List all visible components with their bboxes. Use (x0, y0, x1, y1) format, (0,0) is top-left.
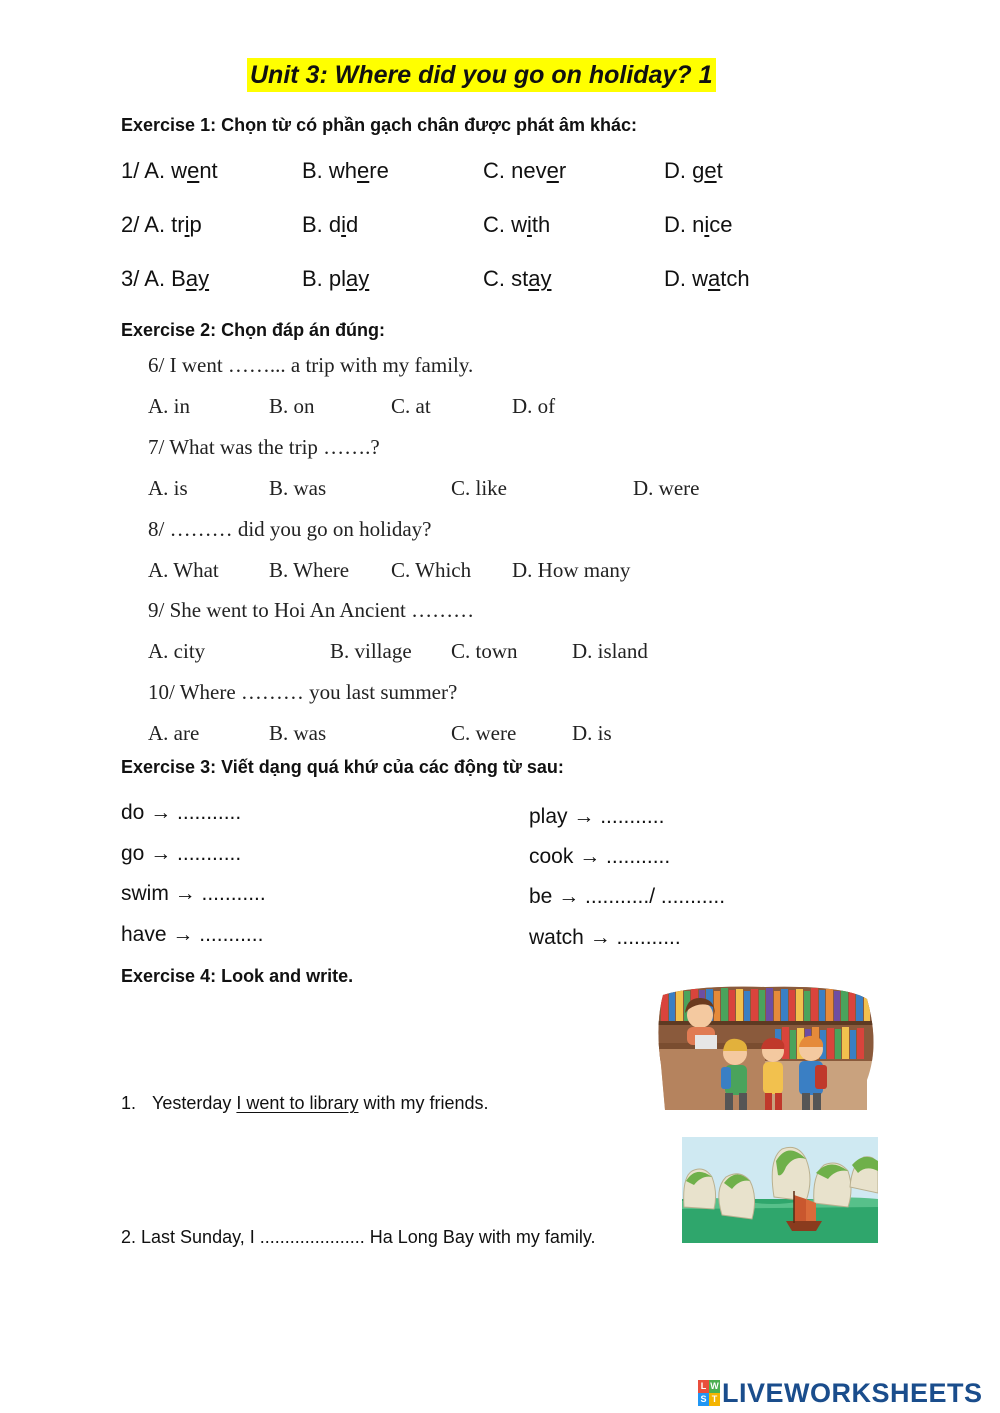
underlined-sound: i (341, 212, 347, 237)
underlined-sound: e (546, 158, 559, 183)
q2-option-a[interactable] (121, 212, 202, 238)
word-part: D. w (664, 266, 708, 291)
q7-option-c[interactable]: C. like (451, 476, 507, 500)
verb-item-right[interactable] (529, 845, 670, 869)
q7-option-a[interactable]: A. is (148, 476, 188, 500)
ex4-question-2[interactable]: 2. Last Sunday, I ..................... Ha Long Bay with my family. (121, 1227, 596, 1247)
q10-option-c[interactable]: C. were (451, 721, 517, 745)
word-part: A. B (144, 266, 186, 291)
question-7: 7/ What was the trip …….? (148, 435, 380, 459)
word-part: B. pl (302, 266, 347, 291)
logo-badge-icon (698, 1380, 720, 1406)
q7-option-b[interactable]: B. was (269, 476, 327, 500)
word-part: C. st (483, 266, 529, 291)
answer-blank[interactable]: ........... (199, 923, 264, 946)
underlined-sound: e (704, 158, 717, 183)
verb-item-left[interactable] (121, 842, 241, 866)
answer-blank[interactable]: .........../ ........... (585, 885, 726, 908)
underlined-sound: ay (185, 266, 210, 291)
word-part: r (558, 158, 567, 183)
arrow-right-icon: → (579, 845, 601, 868)
word-part: p (189, 212, 202, 237)
badge-s: S (698, 1393, 709, 1406)
verb-item-left[interactable] (121, 923, 263, 947)
underlined-sound: i (704, 212, 710, 237)
question-10: 10/ Where ……… you last summer? (148, 680, 458, 704)
q8-option-a[interactable]: A. What (148, 558, 219, 582)
answer-blank[interactable]: ........... (616, 926, 681, 949)
verb-word: swim (121, 882, 169, 905)
q3-option-c[interactable] (483, 266, 551, 292)
q9-option-a[interactable]: A. city (148, 639, 206, 663)
underlined-sound: a (708, 266, 721, 291)
question-number: 2/ (121, 212, 140, 237)
underlined-sound: i (527, 212, 532, 237)
page-title: Unit 3: Where did you go on holiday? 1 (247, 58, 716, 92)
q9-option-b[interactable]: B. village (330, 639, 412, 663)
q2-option-b[interactable] (302, 212, 358, 238)
ex4-q1-answer[interactable]: I went to library (236, 1093, 359, 1113)
word-part: A. tr (144, 212, 185, 237)
q6-option-c[interactable]: C. at (391, 394, 431, 418)
underlined-sound: e (187, 158, 200, 183)
q6-option-a[interactable]: A. in (148, 394, 190, 418)
q10-option-b[interactable]: B. was (269, 721, 327, 745)
answer-blank[interactable]: ........... (201, 882, 266, 905)
word-part: re (369, 158, 389, 183)
liveworksheets-logo (698, 1378, 983, 1408)
verb-word: be (529, 885, 553, 908)
badge-l: L (698, 1380, 709, 1393)
arrow-right-icon: → (150, 842, 172, 865)
word-part: nt (199, 158, 218, 183)
question-6: 6/ I went ……... a trip with my family. (148, 353, 474, 377)
verb-item-left[interactable] (121, 882, 266, 906)
q7-option-d[interactable]: D. were (633, 476, 700, 500)
question-9: 9/ She went to Hoi An Ancient ……… (148, 598, 475, 622)
q8-option-b[interactable]: B. Where (269, 558, 350, 582)
ex4-q1-number: 1. (121, 1093, 137, 1113)
q1-option-b[interactable] (302, 158, 389, 184)
verb-word: cook (529, 845, 574, 868)
badge-w: W (710, 1381, 719, 1391)
verb-item-right[interactable] (529, 926, 681, 950)
q1-option-a[interactable] (121, 158, 218, 184)
underlined-sound: e (357, 158, 370, 183)
verb-item-right[interactable] (529, 885, 725, 909)
arrow-right-icon: → (573, 805, 595, 828)
exercise-2-heading: Exercise 2: Chọn đáp án đúng: (121, 320, 386, 340)
verb-word: watch (529, 926, 584, 949)
q6-option-d[interactable]: D. of (512, 394, 556, 418)
exercise-3-heading: Exercise 3: Viết dạng quá khứ của các động từ sau: (121, 757, 564, 777)
arrow-right-icon: → (174, 882, 196, 905)
q3-option-d[interactable] (664, 266, 750, 292)
verb-item-left[interactable] (121, 801, 241, 825)
q3-option-b[interactable] (302, 266, 369, 292)
q9-option-d[interactable]: D. island (572, 639, 648, 663)
exercise-1-heading: Exercise 1: Chọn từ có phần gạch chân được phát âm khác: (121, 115, 637, 135)
verb-word: play (529, 805, 568, 828)
word-part: C. w (483, 212, 527, 237)
ex4-q1-suffix: with my friends. (358, 1093, 489, 1113)
question-number: 1/ (121, 158, 140, 183)
question-number: 3/ (121, 266, 140, 291)
answer-blank[interactable]: ........... (606, 845, 671, 868)
logo-text: LIVEWORKSHEETS (722, 1377, 983, 1408)
q8-option-c[interactable]: C. Which (391, 558, 472, 582)
word-part: A. w (144, 158, 188, 183)
verb-item-right[interactable] (529, 805, 664, 829)
badge-t: T (709, 1393, 720, 1406)
word-part: d (346, 212, 359, 237)
question-8: 8/ ……… did you go on holiday? (148, 517, 432, 541)
ha-long-bay-illustration (682, 1137, 878, 1243)
answer-blank[interactable]: ........... (177, 842, 242, 865)
word-part: th (531, 212, 551, 237)
q2-option-d[interactable] (664, 212, 733, 238)
word-part: tch (720, 266, 750, 291)
word-part: D. g (664, 158, 705, 183)
arrow-right-icon: → (172, 923, 194, 946)
arrow-right-icon: → (589, 926, 611, 949)
underlined-sound: i (184, 212, 190, 237)
q10-option-d[interactable]: D. is (572, 721, 612, 745)
q2-option-c[interactable] (483, 212, 550, 238)
word-part: B. d (302, 212, 342, 237)
answer-blank[interactable]: ........... (177, 801, 242, 824)
q3-option-a[interactable] (121, 266, 209, 292)
q1-option-d[interactable] (664, 158, 723, 184)
q9-option-c[interactable]: C. town (451, 639, 518, 663)
answer-blank[interactable]: ........... (600, 805, 665, 828)
exercise-4-heading: Exercise 4: Look and write. (121, 966, 354, 986)
arrow-right-icon: → (150, 801, 172, 824)
q1-option-c[interactable] (483, 158, 566, 184)
library-illustration (655, 985, 880, 1113)
arrow-right-icon: → (558, 885, 580, 908)
q10-option-a[interactable]: A. are (148, 721, 200, 745)
underlined-sound: ay (528, 266, 552, 291)
underlined-sound: ay (346, 266, 370, 291)
word-part: D. n (664, 212, 705, 237)
verb-word: go (121, 842, 145, 865)
word-part: C. nev (483, 158, 547, 183)
q6-option-b[interactable]: B. on (269, 394, 315, 418)
verb-word: have (121, 923, 167, 946)
verb-word: do (121, 801, 145, 824)
ex4-question-1 (121, 1093, 489, 1114)
q8-option-d[interactable]: D. How many (512, 558, 631, 582)
word-part: B. wh (302, 158, 358, 183)
ex4-q1-prefix: Yesterday (152, 1093, 237, 1113)
word-part: t (716, 158, 723, 183)
word-part: ce (709, 212, 733, 237)
